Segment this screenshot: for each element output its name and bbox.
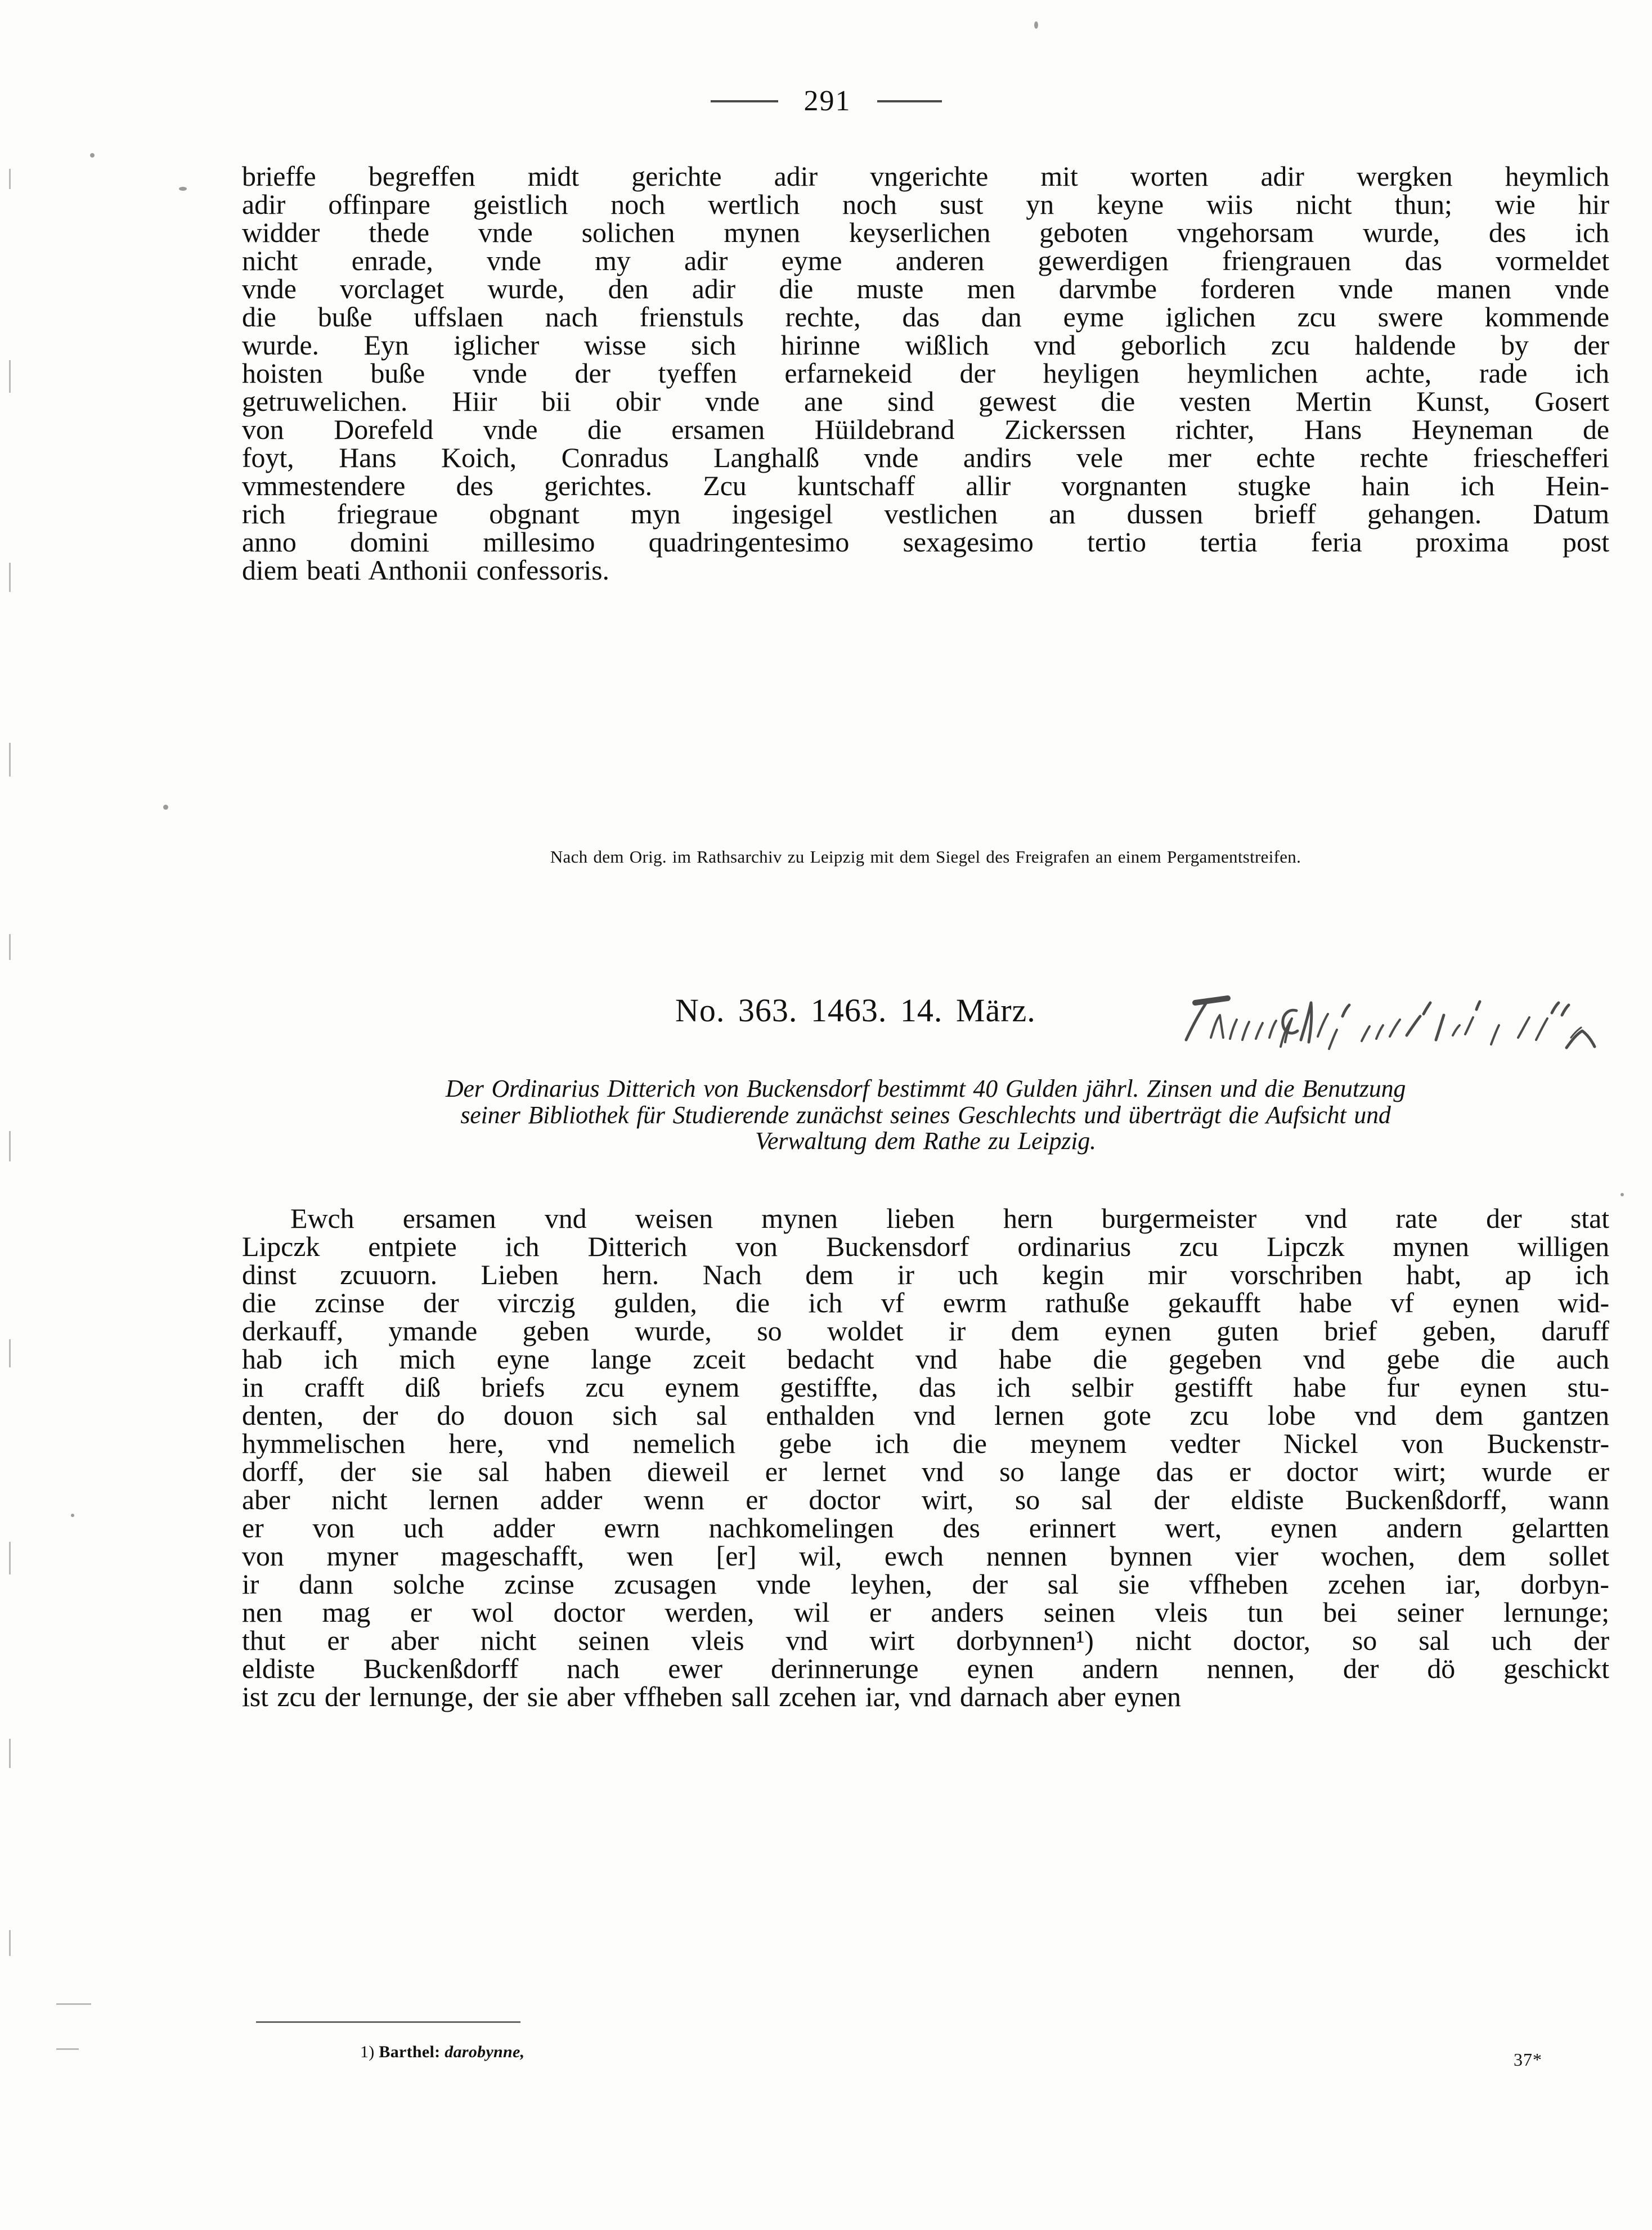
scan-edge-mark <box>9 1131 11 1161</box>
scan-edge-mark <box>9 743 11 777</box>
text-line: von myner mageschafft, wen [er] wil, ewch nennen bynnen vier wochen, dem sollet <box>242 1540 1609 1572</box>
text-line: hoisten buße vnde der tyeffen erfarnekeid der heyligen heymlichen achte, rade ich <box>242 357 1609 389</box>
text-line: anno domini millesimo quadringentesimo sexagesimo tertio tertia feria proxima post <box>242 526 1609 558</box>
text-line: ir dann solche zcinse zcusagen vnde leyhen, der sal sie vffheben zcehen iar, dorbyn- <box>242 1568 1609 1600</box>
text-line: in crafft diß briefs zcu eynem gestiffte, das ich selbir gestifft habe fur eynen stu- <box>242 1371 1609 1403</box>
text-line: von Dorefeld vnde die ersamen Hüildebrand Zickerssen richter, Hans Heyneman de <box>242 414 1609 445</box>
text-line: foyt, Hans Koich, Conradus Langhalß vnde andirs vele mer echte rechte frieschefferi <box>242 442 1609 473</box>
regest-line: Verwaltung dem Rathe zu Leipzig. <box>755 1127 1096 1155</box>
footnote-source: Barthel: <box>379 2043 441 2061</box>
charter-one-paragraph <box>242 162 1609 584</box>
text-line: diem beati Anthonii confessoris. <box>242 554 609 586</box>
scan-speck <box>1620 1193 1624 1196</box>
scan-edge-mark <box>9 169 11 189</box>
text-line: er von uch adder ewrn nachkomelingen des erinnert wert, eynen andern gelartten <box>242 1512 1609 1543</box>
source-note: Nach dem Orig. im Rathsarchiv zu Leipzig mit dem Siegel des Freigrafen an einem Pergamentstreifen. <box>550 847 1301 867</box>
charter-two-paragraph <box>242 1204 1609 1711</box>
footnote <box>360 2043 524 2062</box>
scan-speck <box>1034 21 1038 29</box>
text-line: vnde vorclaget wurde, den adir die muste men darvmbe forderen vnde manen vnde <box>242 273 1609 304</box>
page-number: 291 <box>803 85 851 117</box>
regest-line: seiner Bibliothek für Studierende zunächst seines Geschlechts und überträgt die Aufsicht und <box>460 1101 1391 1129</box>
scan-speck <box>163 805 168 810</box>
footnote-separator-rule <box>256 2021 520 2023</box>
text-line: nen mag er wol doctor werden, wil er anders seinen vleis tun bei seiner lernunge; <box>242 1596 1609 1628</box>
text-line: dinst zcuuorn. Lieben hern. Nach dem ir uch kegin mir vorschriben habt, ap ich <box>242 1259 1609 1290</box>
text-line: vmmestendere des gerichtes. Zcu kuntschaff allir vorgnanten stugke hain ich Hein- <box>242 470 1609 501</box>
scan-edge-mark <box>9 1339 11 1367</box>
text-line: die buße uffslaen nach frienstuls rechte, das dan eyme iglichen zcu swere kommende <box>242 301 1609 333</box>
charter-one-body <box>242 162 1609 584</box>
regest-line: Der Ordinarius Ditterich von Buckensdorf bestimmt 40 Gulden jährl. Zinsen und die Benutzung <box>445 1075 1406 1102</box>
text-line: brieffe begreffen midt gerichte adir vngerichte mit worten adir wergken heymlich <box>242 160 1609 192</box>
scan-speck <box>179 187 187 191</box>
signature-mark: 37* <box>1514 2049 1542 2070</box>
text-line: Lipczk entpiete ich Ditterich von Buckensdorf ordinarius zcu Lipczk mynen willigen <box>242 1231 1609 1262</box>
charter-two-body <box>242 1204 1609 1711</box>
footnote-marker: 1) <box>360 2043 375 2061</box>
text-line: wurde. Eyn iglicher wisse sich hirinne wißlich vnd geborlich zcu haldende by der <box>242 329 1609 361</box>
text-line: hab ich mich eyne lange zceit bedacht vnd habe die gegeben vnd gebe die auch <box>242 1343 1609 1375</box>
text-line: die zcinse der virczig gulden, die ich vf ewrm rathuße gekaufft habe vf eynen wid- <box>242 1287 1609 1318</box>
scan-edge-mark <box>9 360 11 393</box>
scan-edge-mark <box>56 2048 79 2050</box>
text-line: aber nicht lernen adder wenn er doctor wirt, so sal der eldiste Buckenßdorff, wann <box>242 1484 1609 1515</box>
scan-edge-mark <box>56 2003 91 2005</box>
text-line: adir offinpare geistlich noch wertlich noch sust yn keyne wiis nicht thun; wie hir <box>242 189 1609 220</box>
handwritten-marginal-note-icon <box>1176 986 1609 1053</box>
scan-edge-mark <box>9 1739 11 1768</box>
scan-edge-mark <box>9 563 11 592</box>
text-line: ist zcu der lernunge, der sie aber vffheben sall zcehen iar, vnd darnach aber eynen <box>242 1681 1181 1712</box>
footnote-variant-word: darobynne, <box>445 2043 525 2061</box>
text-line: derkauff, ymande geben wurde, so woldet ir dem eynen guten brief geben, daruff <box>242 1315 1609 1347</box>
text-line: hymmelischen here, vnd nemelich gebe ich die meynem vedter Nickel von Buckenstr- <box>242 1428 1609 1459</box>
decorative-rule-right <box>877 100 942 102</box>
section-heading-row <box>242 991 1609 1053</box>
scan-speck <box>90 153 95 158</box>
decorative-rule-left <box>711 100 778 102</box>
scan-edge-mark <box>9 1930 11 1956</box>
regest-summary <box>242 1076 1609 1155</box>
scan-edge-mark <box>9 934 11 960</box>
scan-edge-mark <box>9 1542 11 1574</box>
running-head <box>0 84 1652 135</box>
text-line: denten, der do douon sich sal enthalden vnd lernen gote zcu lobe vnd dem gantzen <box>242 1399 1609 1431</box>
scan-speck <box>71 1514 74 1517</box>
text-line-with-footnote-ref: thut er aber nicht seinen vleis vnd wirt dorbynnen¹) nicht doctor, so sal uch der <box>242 1625 1609 1656</box>
text-line: nicht enrade, vnde my adir eyme anderen gewerdigen friengrauen das vormeldet <box>242 245 1609 276</box>
text-line: dorff, der sie sal haben dieweil er lernet vnd so lange das er doctor wirt; wurde er <box>242 1456 1609 1487</box>
section-heading-title: No. 363. 1463. 14. März. <box>675 992 1036 1029</box>
text-line: eldiste Buckenßdorff nach ewer derinnerunge eynen andern nennen, der dö geschickt <box>242 1653 1609 1684</box>
text-line: rich friegraue obgnant myn ingesigel vestlichen an dussen brieff gehangen. Datum <box>242 498 1609 530</box>
text-line: Ewch ersamen vnd weisen mynen lieben hern burgermeister vnd rate der stat <box>290 1203 1609 1234</box>
text-line: widder thede vnde solichen mynen keyserlichen geboten vngehorsam wurde, des ich <box>242 217 1609 248</box>
text-line: getruwelichen. Hiir bii obir vnde ane sind gewest die vesten Mertin Kunst, Gosert <box>242 385 1609 417</box>
